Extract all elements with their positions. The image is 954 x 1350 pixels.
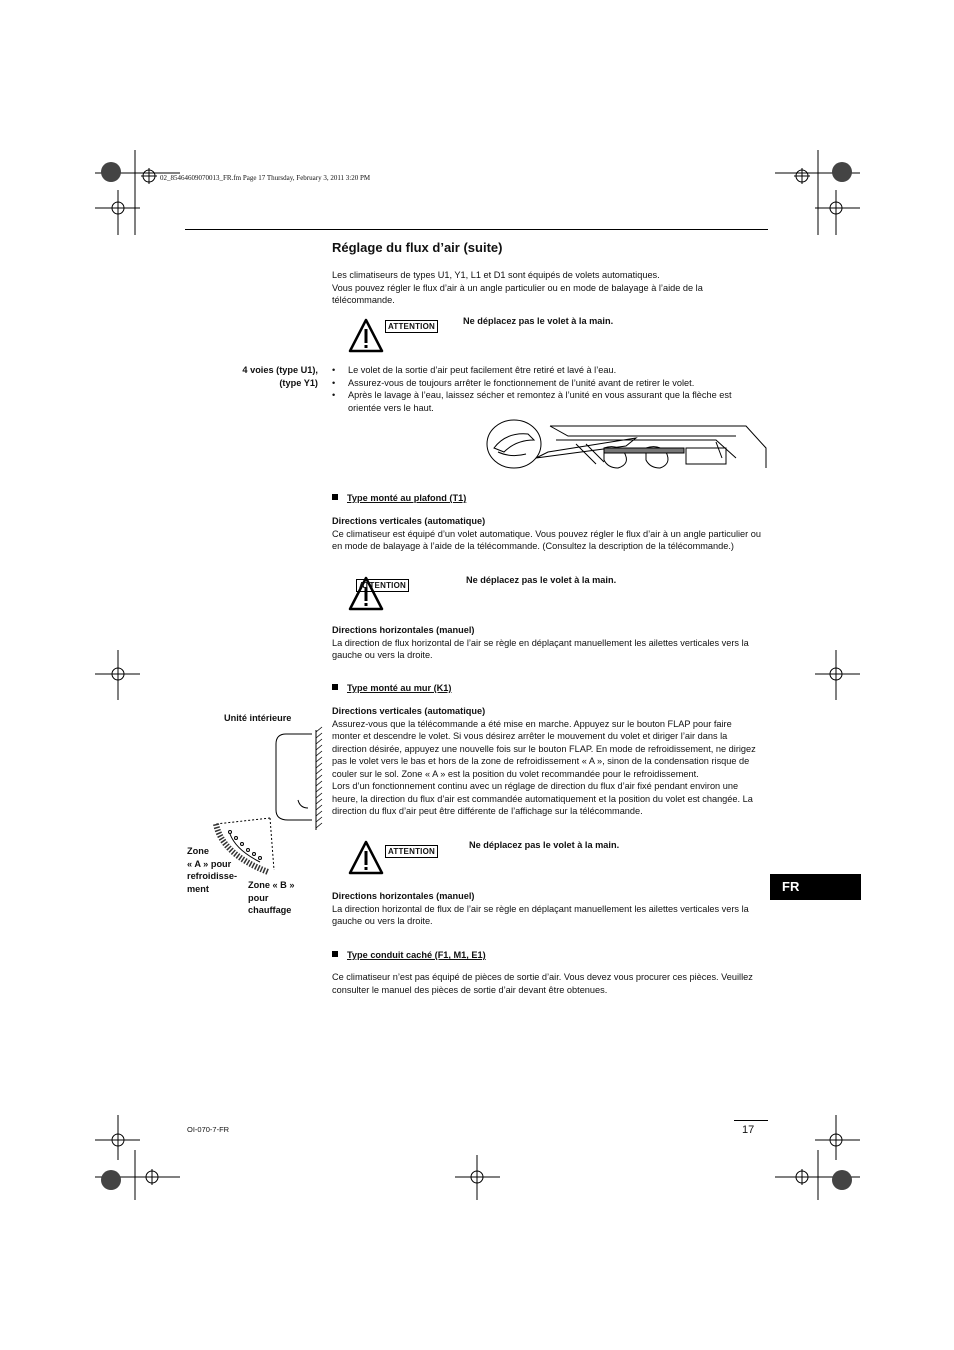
t1-horizontal-text: La direction de flux horizontal de l’air se règle en déplaçant manuellement les ailettes verticales vers la gauche ou vers la droite. [332,637,749,660]
indoor-unit-label: Unité intérieure [224,713,292,723]
language-tab: FR [770,874,861,900]
top-rule [185,229,768,230]
f1-text: Ce climatiseur n’est pas équipé de pièces de sortie d’air. Vous devez vous procurer ces pièces. Veuillez consulter le manuel des pièces de sortie d’air devant être obtenues. [332,972,753,995]
caution-label: ATTENTION [356,579,409,592]
caution-message: Ne déplacez pas le volet à la main. [469,840,620,850]
zone-b-label [248,879,294,917]
list-item: • Assurez-vous de toujours arrêter le fonctionnement de l’unité avant de retirer le volet. [332,377,762,390]
intro-line-2: Vous pouvez régler le flux d’air à un angle particulier ou en mode de balayage à l’aide de la télécommande. [332,282,703,305]
t1-vertical-block [332,515,762,553]
side-label-line-1: 4 voies (type U1), [242,365,318,375]
heading-f1 [332,950,486,960]
caution-message: Ne déplacez pas le volet à la main. [466,575,617,585]
heading-t1-text: Type monté au plafond (T1) [347,493,467,503]
list-item: • Le volet de la sortie d’air peut facilement être retiré et lavé à l’eau. [332,364,762,377]
t1-vertical-text: Ce climatiseur est équipé d’un volet automatique. Vous pouvez régler le flux d’air à un angle particulier ou en mode de balayage à l’aide de la télécommande. (Consultez la description de la télécommande.) [332,528,761,551]
intro-line-1: Les climatiseurs de types U1, Y1, L1 et D1 sont équipés de volets automatiques. [332,270,660,280]
zone-b-line: chauffage [248,905,292,915]
u1-bullet-list [332,364,762,414]
k1-horizontal-text: La direction horizontal de flux de l’air se règle en déplaçant manuellement les ailettes verticales vers la gauche ou vers la droite. [332,903,749,926]
page-title: Réglage du flux d’air (suite) [332,240,503,255]
bullet-square-icon [332,494,338,500]
side-label-u1 [200,364,318,389]
t1-horizontal-title: Directions horizontales (manuel) [332,625,475,635]
heading-k1 [332,683,451,693]
t1-horizontal-block [332,624,762,662]
zone-a-label [187,845,237,895]
page-number-rule [734,1120,768,1121]
side-label-line-2: (type Y1) [279,377,318,388]
heading-f1-text: Type conduit caché (F1, M1, E1) [347,950,486,960]
t1-vertical-title: Directions verticales (automatique) [332,516,486,526]
warning-triangle-icon [348,840,384,876]
heading-k1-text: Type monté au mur (K1) [347,683,452,693]
caution-label: ATTENTION [385,845,438,858]
k1-vertical-text: Assurez-vous que la télécommande a été mise en marche. Appuyez sur le bouton FLAP pour faire monter et descendre le volet. Si vous désirez arrêter le mouvement du volet et diriger l’air dans la direction désirée, appuyez une nouvelle fois sur le bouton FLAP. En mode de refroidissement, ne dirigez pas le volet vers le bas et hors de la zone de refroidissement « A », sinon de la condensation risque de couler sur le sol. Zone « A » est la position du volet recommandée pour le refroidissement. [332,718,756,779]
k1-vertical-block [332,705,762,818]
page-number: 17 [742,1124,755,1136]
zone-a-line: ment [187,883,209,894]
file-info-header: 02_85464609070013_FR.fm Page 17 Thursday, February 3, 2011 3:20 PM [160,174,371,182]
intro-text [332,269,762,307]
zone-b-line: Zone « B » [248,880,295,890]
zone-b-line: pour [248,892,269,903]
zone-a-line: Zone [187,846,209,856]
doc-code: OI-070-7-FR [187,1125,230,1134]
k1-vertical-title: Directions verticales (automatique) [332,706,486,716]
zone-a-line: « A » pour [187,858,232,869]
caution-label: ATTENTION [385,320,438,333]
caution-message: Ne déplacez pas le volet à la main. [463,316,614,326]
bullet-square-icon [332,951,338,957]
bullet-square-icon [332,684,338,690]
warning-triangle-icon [348,318,384,354]
k1-horizontal-block [332,890,762,928]
list-item: • Après le lavage à l’eau, laissez sécher et remontez à l’unité en vous assurant que la flèche est orientée vers le haut. [332,389,762,414]
louver-removal-illustration [486,418,770,484]
zone-a-line: refroidisse- [187,871,238,881]
heading-t1 [332,493,466,503]
k1-vertical-text-2: Lors d’un fonctionnement continu avec un réglage de direction du flux d’air fixé pendant environ une heure, la direction du flux d’air est commandée automatiquement et la position du volet est changée. La direction du flux d’air peut être différente de l’affichage sur la télécommande. [332,781,753,816]
k1-horizontal-title: Directions horizontales (manuel) [332,891,475,901]
